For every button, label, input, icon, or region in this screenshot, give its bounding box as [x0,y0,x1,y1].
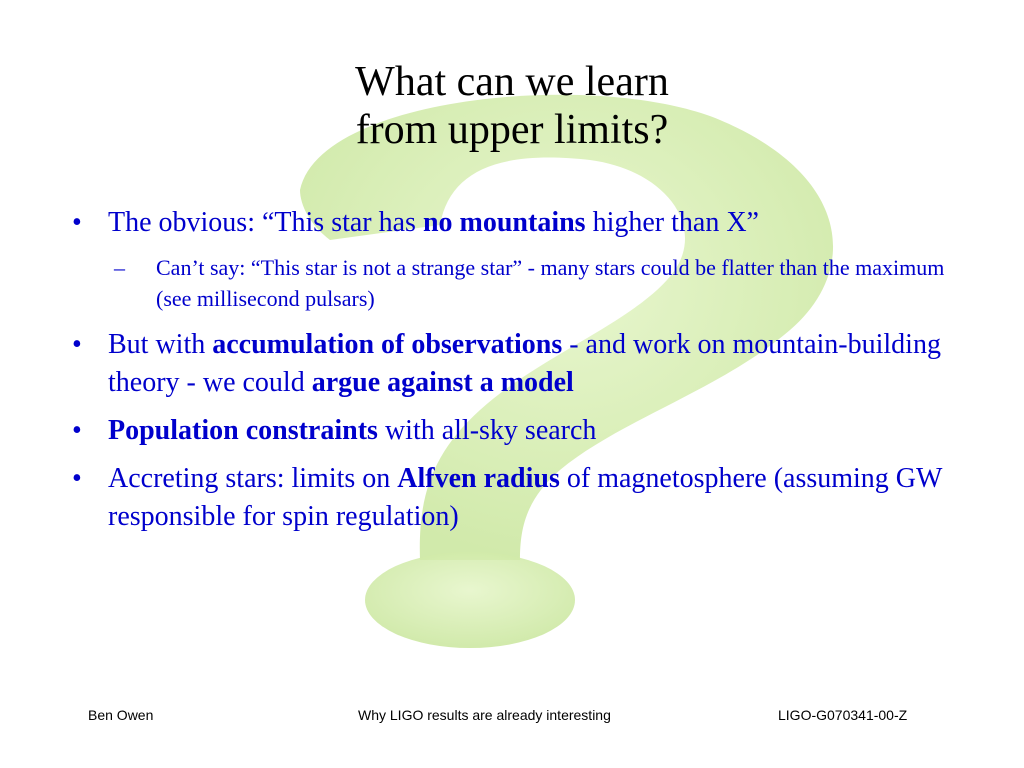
title-line-2: from upper limits? [355,107,669,153]
bullet-marker: • [72,463,82,494]
footer-title: Why LIGO results are already interesting [358,707,611,723]
footer-doc-id: LIGO-G070341-00-Z [778,707,908,723]
footer-author: Ben Owen [88,707,154,723]
bullet-item: • But with accumulation of observations - and work on mountain-building theory - we could argue against a model [68,326,968,402]
bullet-item: • Population constraints with all-sky search [68,412,968,450]
bullet-item: • The obvious: “This star has no mountains higher than X” [68,204,968,242]
bullet-marker: • [72,415,82,446]
bullet-marker: • [72,207,82,238]
title-line-1: What can we learn [355,59,669,105]
sub-bullet-item: – Can’t say: “This star is not a strange star” - many stars could be flatter than the maximum (see millisecond pulsars) [108,252,976,314]
bullet-item: • Accreting stars: limits on Alfven radius of magnetosphere (assuming GW responsible for spin regulation) [68,460,968,536]
dash-marker: – [114,255,125,280]
bullet-marker: • [72,329,82,360]
slide-title [0,58,1024,154]
bullet-list [68,204,968,546]
